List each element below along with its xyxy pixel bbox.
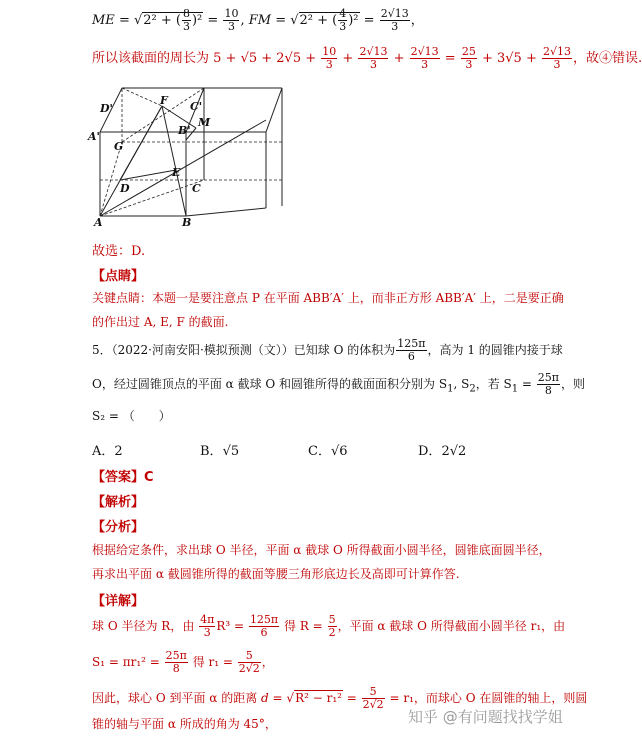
xiangjie-line2-c: ，	[261, 655, 274, 669]
label-a-prime: A'	[88, 130, 100, 143]
dianjing-line1: 关键点睛：本题一是要注意点 P 在平面 ABB′A′ 上，而非正方形 ABB′A′ 上，二是要正确	[92, 291, 564, 305]
option-d-label: D．	[418, 444, 442, 459]
perimeter-prefix: 所以该截面的周长为	[92, 51, 210, 66]
label-e: E	[172, 166, 181, 179]
fm-rhs-num: 2√13	[380, 7, 409, 20]
label-d-prime: D'	[100, 102, 113, 115]
option-a-label: A．	[92, 444, 115, 459]
me-rhs: 10	[224, 7, 239, 20]
option-b-value: √5	[222, 444, 240, 459]
formula-me-fm: ME = √2² + ( $\frac{8}{3}$ )² = $\frac{10}{3}$ , FM = √2² + ( $\frac{4}{3}$ )² = $\frac{2√13}{3}$ ，	[92, 7, 424, 33]
answer-tag: 【答案】C	[92, 470, 154, 485]
problem5-line2-b: ，若 S	[475, 377, 512, 391]
option-c[interactable]	[308, 440, 348, 459]
label-a: A	[94, 216, 103, 229]
xiangjie-line2-b: 得 r₁ =	[192, 655, 233, 669]
dianjing-heading: 【点睛】	[92, 269, 145, 284]
problem5-line2-a: O，经过圆锥顶点的平面 α 截球 O 和圆锥所得的截面面积分别为 S	[92, 377, 448, 391]
label-f: F	[160, 94, 168, 107]
me-label: ME	[92, 13, 115, 28]
option-b-label: B．	[200, 444, 223, 459]
option-c-label: C．	[308, 444, 331, 459]
xiangjie-line1: 球 O 半径为 R，由 $\frac{4\pi}{3}$ R³ = $\frac{125\pi}{6}$ 得 R = $\frac{5}{2}$ ，平面 α 截球 O 所得截面小圆半径 r₁，由	[92, 613, 566, 639]
volume-num: 125π	[397, 337, 426, 350]
xiangjie-heading: 【详解】	[92, 594, 145, 609]
label-b-prime: B'	[178, 124, 191, 137]
label-d: D	[120, 182, 130, 195]
option-d-value: 2√2	[441, 444, 467, 459]
fm-label: FM	[248, 13, 272, 28]
perimeter-line: 所以该截面的周长为 5 + √5 + 2√5 + $\frac{10}{3}$ + $\frac{2√13}{3}$ + $\frac{2√13}{3}$ = $\frac{25}{3}$ + 3√5 + $\frac{2√13}{3}$ ，故④错误.	[92, 45, 642, 71]
label-g: G	[114, 140, 124, 153]
option-a[interactable]	[92, 440, 123, 459]
perimeter-suffix: ，故④错误.	[572, 51, 642, 66]
problem5-line3: S₂ = （ ）	[92, 409, 171, 423]
label-b: B	[182, 216, 192, 229]
option-d[interactable]	[418, 440, 466, 459]
xiangjie-line1-a: 球 O 半径为 R，由	[92, 619, 195, 633]
geometry-figure	[86, 80, 306, 230]
jiexi-heading: 【解析】	[92, 495, 145, 510]
problem5-line1-b: ，高为 1 的圆锥内接于球	[427, 343, 563, 357]
xiangjie-line2: S₁ = πr₁² = $\frac{25\pi}{8}$ 得 r₁ = $\frac{5}{2√2}$ ，	[92, 649, 274, 675]
s1-num: 25π	[537, 371, 560, 384]
xiangjie-line1-c: 得 R =	[284, 619, 323, 633]
volume-den: 6	[407, 350, 415, 363]
label-c: C	[192, 182, 201, 195]
option-a-value: 2	[114, 444, 123, 459]
problem5-line2: O，经过圆锥顶点的平面 α 截球 O 和圆锥所得的截面面积分别为 $S_1$, $S_2$，若 $S_1$ = $\frac{25\pi}{8}$ ，则	[92, 371, 586, 397]
problem5-line2-c: ，则	[561, 377, 586, 391]
xiangjie-line3-a: 因此，球心 O 到平面 α 的距离	[92, 691, 258, 705]
xiangjie-line2-a: S₁ = πr₁² =	[92, 655, 160, 669]
dianjing-line2: 的作出过 A, E, F 的截面.	[92, 315, 229, 329]
option-c-value: √6	[330, 444, 348, 459]
fm-rhs-den: 3	[391, 20, 399, 33]
xiangjie-line3-b: ，而球心 O 在圆锥的轴上，则圆	[413, 691, 588, 705]
label-c-prime: C'	[190, 100, 203, 113]
problem5-line1-a: 5．（2022·河南安阳·模拟预测（文））已知球 O 的体积为	[92, 343, 396, 357]
xiangjie-line3: 因此，球心 O 到平面 α 的距离 d = √R² − r₁² = $\frac{5}{2√2}$ = r₁，而球心 O 在圆锥的轴上，则圆	[92, 685, 588, 711]
fenxi-heading: 【分析】	[92, 520, 145, 535]
option-b[interactable]	[200, 440, 239, 459]
label-m: M	[198, 116, 211, 129]
choice-line: 故选：D.	[92, 244, 146, 259]
s1-den: 8	[544, 384, 552, 397]
problem5-line1	[92, 338, 563, 363]
watermark: 知乎 @有问题找找学姐	[408, 708, 563, 726]
fenxi-line1: 根据给定条件，求出球 O 半径，平面 α 截球 O 所得截面小圆半径，圆锥底面圆半径，	[92, 543, 551, 557]
xiangjie-line4: 锥的轴与平面 α 所成的角为 45°，	[92, 717, 277, 731]
xiangjie-line1-b: R³ =	[216, 619, 245, 633]
fenxi-line2: 再求出平面 α 截圆锥所得的截面等腰三角形底边长及高即可计算作答.	[92, 567, 460, 581]
xiangjie-line1-d: ，平面 α 截球 O 所得截面小圆半径 r₁，由	[337, 619, 566, 633]
